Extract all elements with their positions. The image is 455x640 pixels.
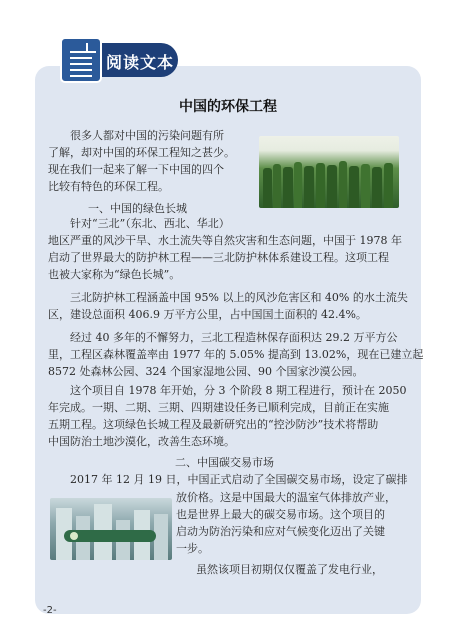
paragraph-line: 2017 年 12 月 19 日，中国正式启动了全国碳交易市场，设定了碳排 xyxy=(70,473,408,486)
paragraph-line: 启动了世界最大的防护林工程——三北防护林体系建设工程。这项工程 xyxy=(48,251,389,264)
paragraph-line: 虽然该项目初期仅仅覆盖了发电行业， xyxy=(196,563,383,576)
intro-line: 很多人都对中国的污染问题有所 xyxy=(70,129,224,142)
paragraph-line: 中国防治土地沙漠化，改善生态环境。 xyxy=(48,435,235,448)
paragraph-line: 经过 40 多年的不懈努力，三北工程造林保存面积达 29.2 万平方公 xyxy=(70,331,398,344)
paragraph-line: 地区严重的风沙干旱、水土流失等自然灾害和生态问题，中国于 1978 年 xyxy=(48,234,402,247)
badge-label: 阅读文本 xyxy=(106,53,175,72)
paragraph-line: 三北防护林工程涵盖中国 95% 以上的风沙危害区和 40% 的水土流失 xyxy=(70,291,408,304)
section-heading: 二、中国碳交易市场 xyxy=(175,456,274,469)
paragraph-line: 一步。 xyxy=(176,542,209,555)
paragraph-line: 年完成。一期、二期、三期、四期建设任务已顺利完成，目前正在实施 xyxy=(48,401,389,414)
paragraph-line: 放价格。这是中国最大的温室气体排放产业， xyxy=(176,491,396,504)
paragraph-line: 区，建设总面积 406.9 万平方公里，占中国国土面积的 42.4%。 xyxy=(48,308,367,321)
page-number: -2- xyxy=(43,605,57,616)
paragraph-line: 针对“三北”（东北、西北、华北） xyxy=(70,217,230,230)
section-heading: 一、中国的绿色长城 xyxy=(88,202,187,215)
paragraph-line: 也被大家称为“绿色长城”。 xyxy=(48,268,181,281)
paragraph-line: 里，工程区森林覆盖率由 1977 年的 5.05% 提高到 13.02%，现在已建立起 xyxy=(48,348,424,361)
paragraph-line: 启动为防治污染和应对气候变化迈出了关键 xyxy=(176,525,385,538)
document-icon xyxy=(60,37,102,83)
paragraph-line: 也是世界上最大的碳交易市场。这个项目的 xyxy=(176,508,385,521)
intro-line: 比较有特色的环保工程。 xyxy=(48,180,169,193)
intro-line: 现在我们一起来了解一下中国的四个 xyxy=(48,163,224,176)
paragraph-line: 这个项目自 1978 年开始，分 3 个阶段 8 期工程进行，预计在 2050 xyxy=(70,384,407,397)
forest-photo xyxy=(259,136,399,208)
paragraph-line: 五期工程。这项绿色长城工程及最新研究出的“控沙防沙”技术将帮助 xyxy=(48,418,379,431)
article-title: 中国的环保工程 xyxy=(179,99,277,115)
reading-text-badge xyxy=(40,37,180,83)
paragraph-line: 8572 处森林公园、324 个国家湿地公园、90 个国家沙漠公园。 xyxy=(48,365,364,378)
intro-line: 了解，却对中国的环保工程知之甚少。 xyxy=(48,146,235,159)
carbon-market-photo xyxy=(50,498,172,560)
